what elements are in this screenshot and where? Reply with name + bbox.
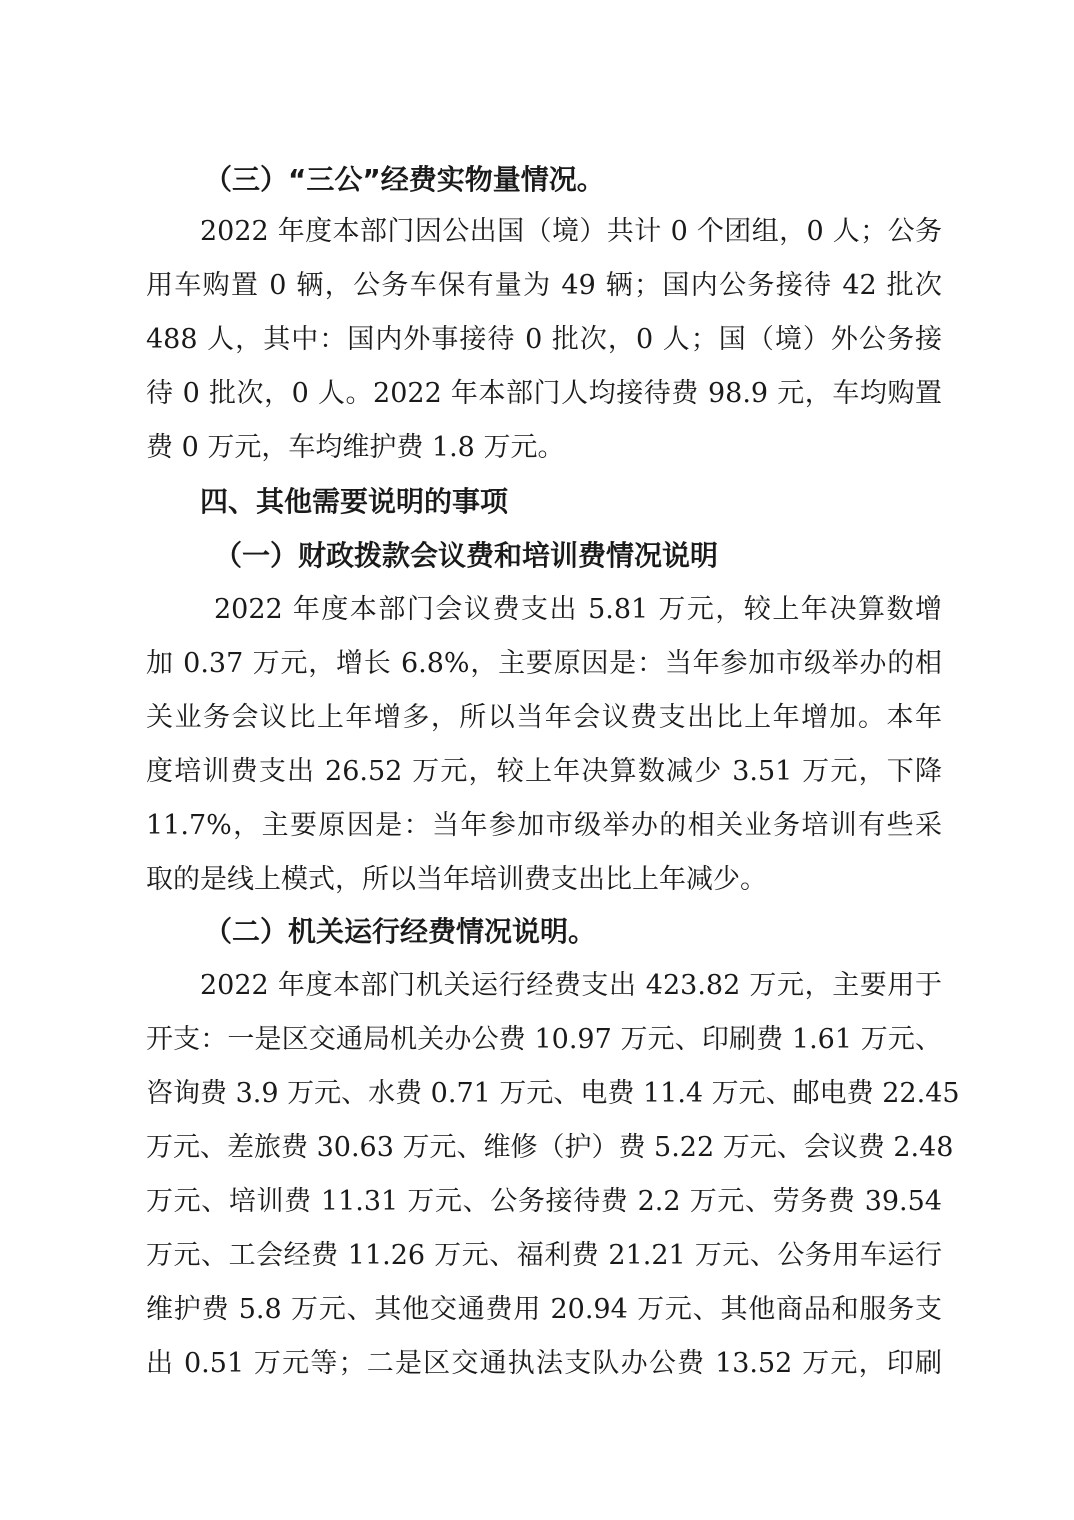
sub1-para-line: 度培训费支出 26.52 万元，较上年决算数减少 3.51 万元，下降 [146, 756, 942, 787]
sub2-para-line: 2022 年度本部门机关运行经费支出 423.82 万元，主要用于 [200, 970, 942, 1001]
section4-heading: 四、其他需要说明的事项 [200, 485, 509, 518]
section3-para-line: 2022 年度本部门因公出国（境）共计 0 个团组，0 人；公务 [200, 216, 942, 247]
sub2-para-line: 万元、培训费 11.31 万元、公务接待费 2.2 万元、劳务费 39.54 [146, 1186, 942, 1217]
section3-para-line: 费 0 万元，车均维护费 1.8 万元。 [146, 432, 565, 463]
sub2-para-line: 出 0.51 万元等；二是区交通执法支队办公费 13.52 万元，印刷 [146, 1348, 942, 1379]
section3-para-line: 用车购置 0 辆，公务车保有量为 49 辆；国内公务接待 42 批次 [146, 270, 942, 301]
sub1-para-line: 关业务会议比上年增多，所以当年会议费支出比上年增加。本年 [146, 702, 942, 733]
sub1-para-line: 取的是线上模式，所以当年培训费支出比上年减少。 [146, 864, 767, 895]
sub1-para-line: 加 0.37 万元，增长 6.8%，主要原因是：当年参加市级举办的相 [146, 648, 942, 679]
sub1-para-line: 11.7%，主要原因是：当年参加市级举办的相关业务培训有些采 [146, 810, 942, 841]
sub2-para-line: 万元、工会经费 11.26 万元、福利费 21.21 万元、公务用车运行 [146, 1240, 942, 1271]
section3-heading: （三）“三公”经费实物量情况。 [204, 163, 605, 196]
sub2-para-line: 万元、差旅费 30.63 万元、维修（护）费 5.22 万元、会议费 2.48 [146, 1132, 954, 1163]
section3-para-line: 待 0 批次，0 人。2022 年本部门人均接待费 98.9 元，车均购置 [146, 378, 942, 409]
sub2-heading: （二）机关运行经费情况说明。 [204, 915, 597, 948]
sub1-para-line: 2022 年度本部门会议费支出 5.81 万元，较上年决算数增 [214, 594, 942, 625]
sub2-para-line: 咨询费 3.9 万元、水费 0.71 万元、电费 11.4 万元、邮电费 22.45 [146, 1078, 960, 1109]
sub2-para-line: 开支：一是区交通局机关办公费 10.97 万元、印刷费 1.61 万元、 [146, 1024, 942, 1055]
sub1-heading: （一）财政拨款会议费和培训费情况说明 [214, 539, 719, 572]
sub2-para-line: 维护费 5.8 万元、其他交通费用 20.94 万元、其他商品和服务支 [146, 1294, 942, 1325]
section3-para-line: 488 人，其中：国内外事接待 0 批次，0 人；国（境）外公务接 [146, 324, 942, 355]
